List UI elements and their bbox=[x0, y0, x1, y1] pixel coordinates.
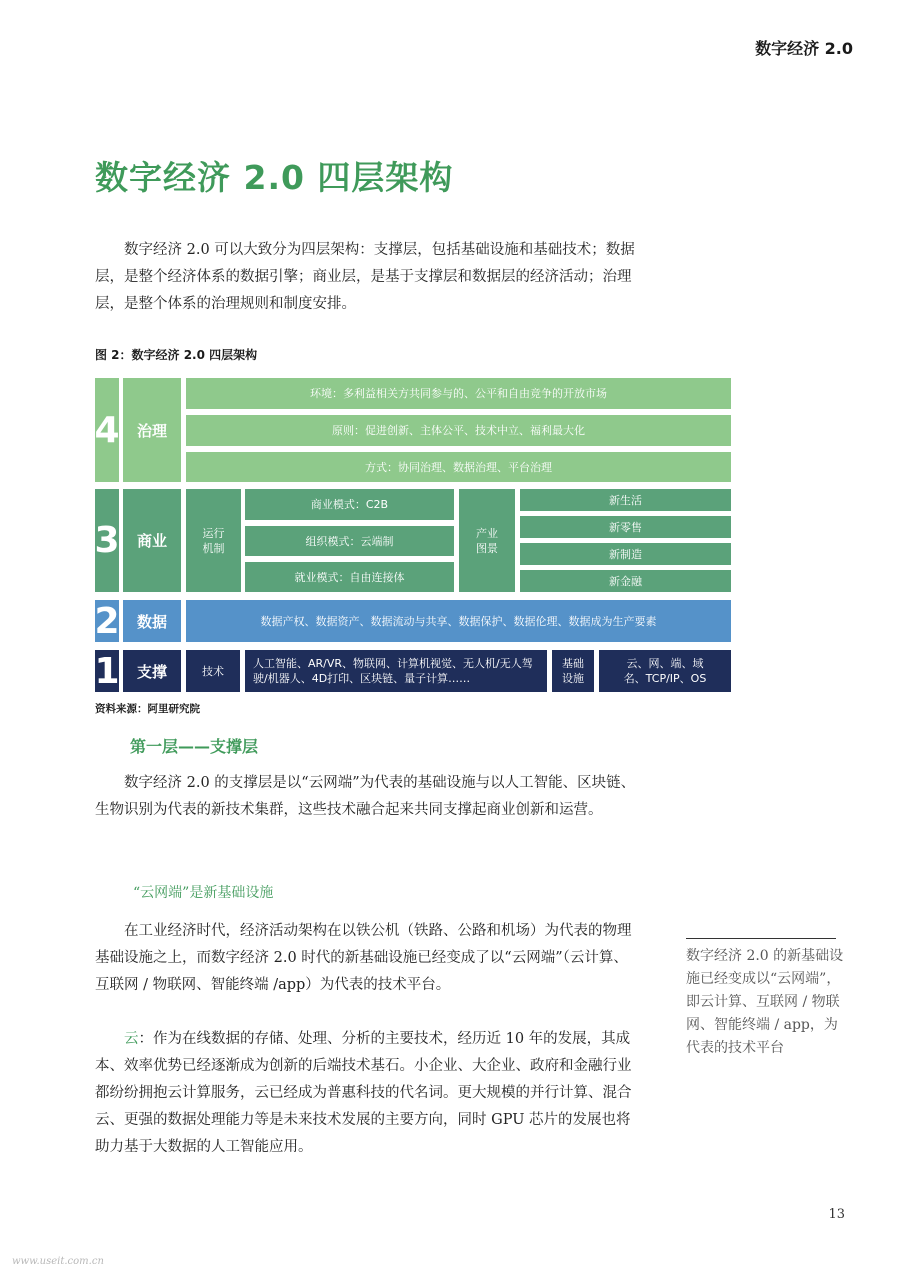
cloud-text: ：作为在线数据的存储、处理、分析的主要技术，经历近 10 年的发展，其成本、效率优势已经逐渐成为创新的后端技术基石。小企业、大企业、政府和金融行业都纷纷拥抱云计算服务，云已经成为普惠科技的代名词。更大规模的并行计算、混合云、更强的数据处理能力等是未来技术发展的主要方向，同时 GPU 芯片的发展也将助力基于大数据的人工智能应用。 bbox=[95, 1031, 632, 1155]
layer3-label: 商业 bbox=[123, 489, 181, 592]
page-number: 13 bbox=[828, 1207, 845, 1222]
layer3-business-mode: 商业模式：C2B bbox=[245, 489, 454, 520]
intro-paragraph: 数字经济 2.0 可以大致分为四层架构：支撑层，包括基础设施和基础技术；数据层，是整个经济体系的数据引擎；商业层，是基于支撑层和数据层的经济活动；治理层，是整个体系的治理规则和制度安排。 bbox=[95, 242, 635, 312]
layer3-mechanism: 运行机制 bbox=[186, 489, 241, 592]
layer4-principles: 原则：促进创新、主体公平、技术中立、福利最大化 bbox=[186, 415, 731, 446]
layer2-label: 数据 bbox=[123, 600, 181, 642]
running-header: 数字经济 2.0 bbox=[755, 39, 853, 58]
layer4-environment: 环境：多利益相关方共同参与的、公平和自由竞争的开放市场 bbox=[186, 378, 731, 409]
figure-caption: 图 2：数字经济 2.0 四层架构 bbox=[95, 348, 258, 362]
architecture-diagram bbox=[95, 378, 731, 692]
subheading: “云网端”是新基础设施 bbox=[133, 885, 274, 901]
cloud-lead: 云 bbox=[124, 1031, 139, 1047]
layer1-label: 支撑 bbox=[123, 650, 181, 692]
section-heading: 第一层——支撑层 bbox=[130, 737, 259, 756]
layer3-new-finance: 新金融 bbox=[520, 570, 731, 592]
layer4-number: 4 bbox=[95, 378, 119, 482]
layer1-tech-label: 技术 bbox=[186, 650, 240, 692]
layer3-new-life: 新生活 bbox=[520, 489, 731, 511]
layer3-number: 3 bbox=[95, 489, 119, 592]
page-title: 数字经济 2.0 四层架构 bbox=[95, 158, 454, 197]
layer3-industry-landscape: 产业图景 bbox=[459, 489, 515, 592]
layer3-employment-mode: 就业模式：自由连接体 bbox=[245, 562, 454, 592]
sidebar-pull-quote: 数字经济 2.0 的新基础设施已经变成以“云网端”，即云计算、互联网 / 物联网、智能终端 / app，为代表的技术平台 bbox=[686, 948, 844, 1056]
paragraph-industrial-era: 在工业经济时代，经济活动架构在以铁公机（铁路、公路和机场）为代表的物理基础设施之上，而数字经济 2.0 时代的新基础设施已经变成了以“云网端”（云计算、互联网 / 物联网、智能终端 /app）为代表的技术平台。 bbox=[95, 923, 632, 993]
layer2-number: 2 bbox=[94, 600, 120, 642]
sidebar-divider bbox=[686, 938, 836, 939]
layer1-tech-content: 人工智能、AR/VR、物联网、计算机视觉、无人机/无人驾驶/机器人、4D打印、区块链、量子计算…… bbox=[245, 650, 547, 692]
paragraph-cloud bbox=[95, 1026, 640, 1161]
watermark: www.useit.com.cn bbox=[12, 1256, 104, 1267]
layer3-new-manufacturing: 新制造 bbox=[520, 543, 731, 565]
layer2-content: 数据产权、数据资产、数据流动与共享、数据保护、数据伦理、数据成为生产要素 bbox=[186, 600, 731, 642]
layer3-new-retail: 新零售 bbox=[520, 516, 731, 538]
layer1-infra-label: 基础设施 bbox=[552, 650, 594, 692]
paragraph-support-layer: 数字经济 2.0 的支撑层是以“云网端”为代表的基础设施与以人工智能、区块链、生物识别为代表的新技术集群，这些技术融合起来共同支撑起商业创新和运营。 bbox=[95, 775, 636, 818]
layer1-infra-content: 云、网、端、域名、TCP/IP、OS bbox=[599, 650, 731, 692]
layer4-label: 治理 bbox=[123, 378, 181, 482]
figure-source: 资料来源：阿里研究院 bbox=[95, 703, 200, 715]
layer3-organization-mode: 组织模式：云端制 bbox=[245, 526, 454, 556]
layer1-number: 1 bbox=[94, 650, 120, 692]
layer4-methods: 方式：协同治理、数据治理、平台治理 bbox=[186, 452, 731, 482]
